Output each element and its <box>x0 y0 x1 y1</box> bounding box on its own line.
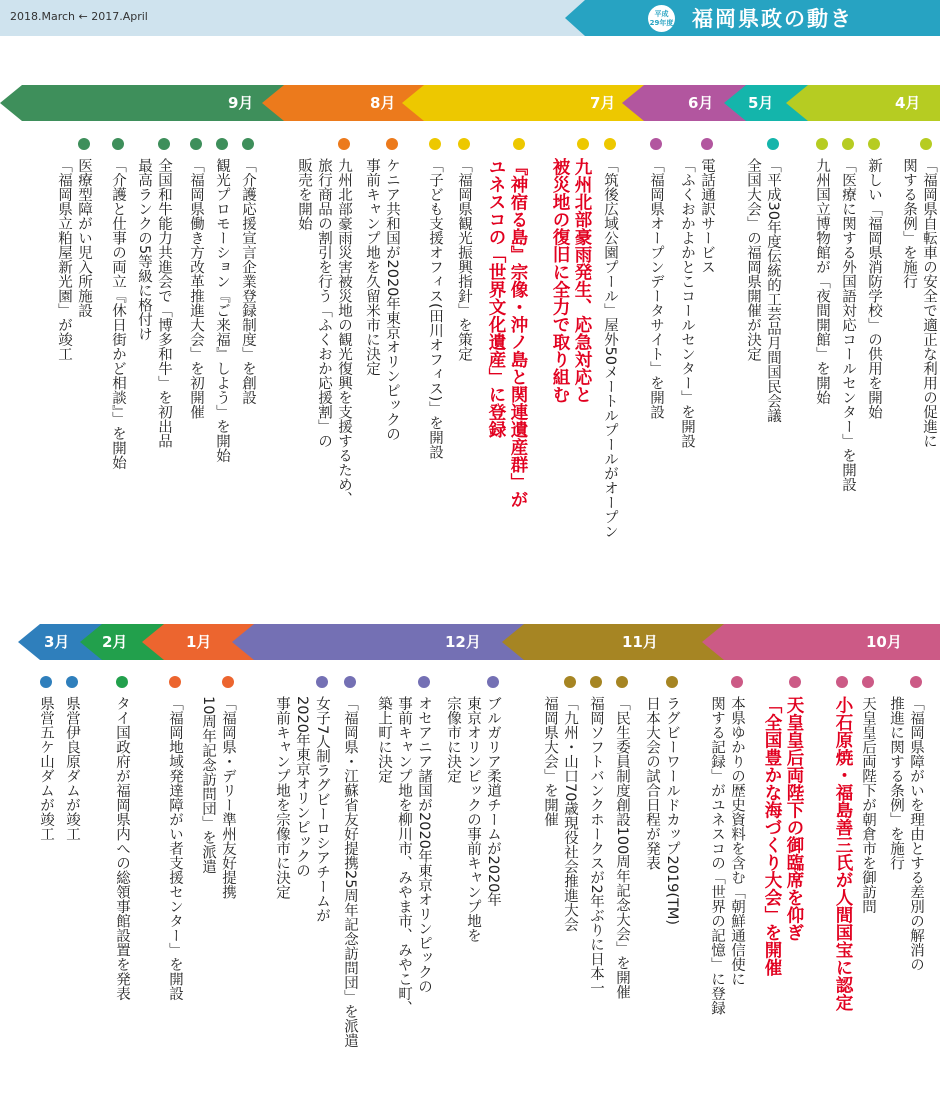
event-bullet <box>816 138 828 150</box>
event-text: 九州国立博物館が「夜間開館」を開始 <box>814 158 830 405</box>
event-bullet <box>910 676 922 688</box>
event-column <box>376 676 434 1111</box>
era-label: 平成 <box>654 9 669 18</box>
event-bullet <box>701 138 713 150</box>
event-text: 全国和牛能力共進会で「博多和牛」を初出品 最高ランクの5等級に格付け <box>136 158 172 448</box>
event-bullet <box>862 676 874 688</box>
month-label-jun: 6月 <box>688 94 714 112</box>
event-text: 県営五ケ山ダムが竣工 <box>38 696 54 841</box>
event-text: 医療型障がい児入所施設 「福岡県立粕屋新光園」が竣工 <box>56 158 92 361</box>
event-column <box>679 138 717 608</box>
event-column <box>888 676 926 1111</box>
event-text-highlight: 小石原焼・福島善三氏が人間国宝に認定 <box>833 696 853 1011</box>
month-label-jul: 7月 <box>590 94 616 112</box>
event-column <box>112 676 132 1111</box>
month-label-apr: 4月 <box>895 94 921 112</box>
event-text: 電話通訳サービス 「ふくおかよかとこコールセンター」を開設 <box>679 158 715 448</box>
event-text: ラグビーワールドカップ2019(TM) 日本大会の試合日程が発表 <box>644 696 680 926</box>
band-dec <box>232 624 532 660</box>
event-text: 県営伊良原ダムが竣工 <box>64 696 80 841</box>
event-bullet <box>666 676 678 688</box>
event-column <box>864 138 884 608</box>
event-bullet <box>418 676 430 688</box>
event-column <box>550 138 593 608</box>
event-text: 天皇皇后両陛下が朝倉市を御訪問 <box>860 696 876 914</box>
event-bullet <box>842 138 854 150</box>
event-column <box>274 676 332 1111</box>
month-band-bottom <box>0 624 940 660</box>
event-column <box>56 138 94 608</box>
event-bullet <box>920 138 932 150</box>
event-column <box>646 138 666 608</box>
event-bullet <box>66 676 78 688</box>
event-text: 「子ども支援オフィス(田川オフィス)」を開設 <box>427 158 443 460</box>
month-label-may: 5月 <box>748 94 774 112</box>
month-label-jan: 1月 <box>186 633 212 651</box>
month-label-sep: 9月 <box>228 94 254 112</box>
event-text: 「介護と仕事の両立『休日街かど相談』」を開始 <box>110 158 126 470</box>
event-column <box>425 138 445 608</box>
event-bullet <box>650 138 662 150</box>
event-column <box>165 676 185 1111</box>
month-label-nov: 11月 <box>622 633 658 651</box>
event-bullet <box>190 138 202 150</box>
event-text-highlight: 『神宿る島』宗像・沖ノ島と関連遺産群」が ユネスコの「世界文化遺産」に登録 <box>486 158 528 508</box>
event-column <box>186 138 206 608</box>
event-bullet <box>590 676 602 688</box>
event-column <box>108 138 128 608</box>
event-bullet <box>767 138 779 150</box>
event-column <box>858 676 878 1111</box>
event-bullet <box>616 676 628 688</box>
event-bullet <box>169 676 181 688</box>
event-bullet <box>216 138 228 150</box>
event-bullet <box>40 676 52 688</box>
event-column <box>586 676 606 1111</box>
event-text: 「福岡県障がいを理由とする差別の解消の 推進に関する条例」を施行 <box>888 696 924 972</box>
event-bullet <box>338 138 350 150</box>
event-column <box>36 676 56 1111</box>
event-column <box>644 676 682 1111</box>
event-column <box>364 138 402 608</box>
event-column <box>832 676 852 1111</box>
page-title: 福岡県政の動き <box>692 7 853 31</box>
event-bullet <box>112 138 124 150</box>
event-column <box>454 138 474 608</box>
event-column <box>62 676 82 1111</box>
event-column <box>812 138 832 608</box>
event-bullet <box>429 138 441 150</box>
event-bullet <box>604 138 616 150</box>
event-bullet <box>386 138 398 150</box>
event-column <box>212 138 232 608</box>
event-text: オセアニア諸国が2020年東京オリンピックの 事前キャンプ地を柳川市、みやま市、みやこ町、 築上町に決定 <box>376 696 432 1015</box>
event-column <box>238 138 258 608</box>
event-bullet <box>316 676 328 688</box>
event-column <box>612 676 632 1111</box>
event-text: 「福岡県オープンデータサイト」を開設 <box>648 158 664 419</box>
month-label-feb: 2月 <box>102 633 128 651</box>
heisei-badge <box>648 5 675 32</box>
event-text: 本県ゆかりの歴史資料を含む「朝鮮通信使に 関する記録」がユネスコの「世界の記憶」に登録 <box>709 696 745 1015</box>
event-text: 「福岡県・デリー準州友好提携 10周年記念訪問団」を派遣 <box>200 696 236 899</box>
event-text-highlight: 九州北部豪雨発生、応急対応と 被災地の復旧に全力で取り組む <box>550 158 592 403</box>
event-text: 「平成30年度伝統的工芸品月間国民会議 全国大会」の福岡県開催が決定 <box>745 158 781 423</box>
event-text: タイ国政府が福岡県内への総領事館設置を発表 <box>114 696 130 1001</box>
era-year: 29年度 <box>649 18 674 27</box>
band-oct <box>702 624 940 660</box>
month-label-aug: 8月 <box>370 94 396 112</box>
event-text: 「福岡県自転車の安全で適正な利用の促進に 関する条例」を施行 <box>901 158 937 448</box>
month-band-top <box>0 85 940 121</box>
event-text: 「民生委員制度創設100周年記念大会」を開催 <box>614 696 630 1000</box>
event-text: 「福岡地域発達障がい者支援センター」を開設 <box>167 696 183 1001</box>
event-column <box>745 138 783 608</box>
event-column <box>838 138 858 608</box>
event-text: 「医療に関する外国語対応コールセンター」を開設 <box>840 158 856 492</box>
event-bullet <box>158 138 170 150</box>
event-column <box>136 138 174 608</box>
month-label-oct: 10月 <box>866 633 902 651</box>
event-column <box>901 138 939 608</box>
event-bullet <box>344 676 356 688</box>
event-bullet <box>222 676 234 688</box>
event-text: 九州北部豪雨災害被災地の観光復興を支援するため、 旅行商品の割引を行う「ふくおか応援割」の 販売を開始 <box>296 158 352 506</box>
event-text: 「福岡県・江蘇省友好提携25周年記念訪問団」を派遣 <box>342 696 358 1048</box>
event-column <box>486 138 529 608</box>
event-bullet <box>487 676 499 688</box>
month-label-mar: 3月 <box>44 633 70 651</box>
event-text: 「筑後広域公園プール」屋外50メートルプールがオープン <box>602 158 618 539</box>
date-range: 2018.March ← 2017.April <box>10 10 148 23</box>
band-nov <box>502 624 732 660</box>
month-label-dec: 12月 <box>445 633 481 651</box>
event-bullet <box>564 676 576 688</box>
event-text: 「福岡県働き方改革推進大会」を初開催 <box>188 158 204 419</box>
event-column <box>200 676 238 1111</box>
event-text: 観光プロモーション『ご来福』しよう」を開始 <box>214 158 230 463</box>
event-text: 「福岡県観光振興指針」を策定 <box>456 158 472 361</box>
event-column <box>296 138 354 608</box>
event-text-highlight: 天皇皇后両陛下の御臨席を仰ぎ 「全国豊かな海づくり大会」を開催 <box>762 696 804 976</box>
event-text: 「九州・山口70歳現役社会推進大会 福岡県大会」を開催 <box>542 696 578 932</box>
event-text: ブルガリア柔道チームが2020年 東京オリンピックの事前キャンプ地を 宗像市に決定 <box>445 696 501 943</box>
event-bullet <box>836 676 848 688</box>
event-text: 「介護応援宣言企業登録制度」を創設 <box>240 158 256 405</box>
event-column <box>762 676 805 1111</box>
event-bullet <box>458 138 470 150</box>
event-bullet <box>789 676 801 688</box>
event-bullet <box>868 138 880 150</box>
event-text: 女子7人制ラグビーロシアチームが 2020年東京オリンピックの 事前キャンプ地を宗像市に決定 <box>274 696 330 923</box>
event-bullet <box>513 138 525 150</box>
event-bullet <box>577 138 589 150</box>
event-column <box>445 676 503 1111</box>
event-column <box>542 676 580 1111</box>
event-text: ケニア共和国が2020年東京オリンピックの 事前キャンプ地を久留米市に決定 <box>364 158 400 442</box>
event-text: 福岡ソフトバンクホークスが2年ぶりに日本一 <box>588 696 604 996</box>
event-bullet <box>116 676 128 688</box>
event-column <box>709 676 747 1111</box>
event-column <box>600 138 620 608</box>
event-bullet <box>78 138 90 150</box>
event-column <box>340 676 360 1111</box>
event-bullet <box>731 676 743 688</box>
event-bullet <box>242 138 254 150</box>
event-text: 新しい「福岡県消防学校」の供用を開始 <box>866 158 882 419</box>
